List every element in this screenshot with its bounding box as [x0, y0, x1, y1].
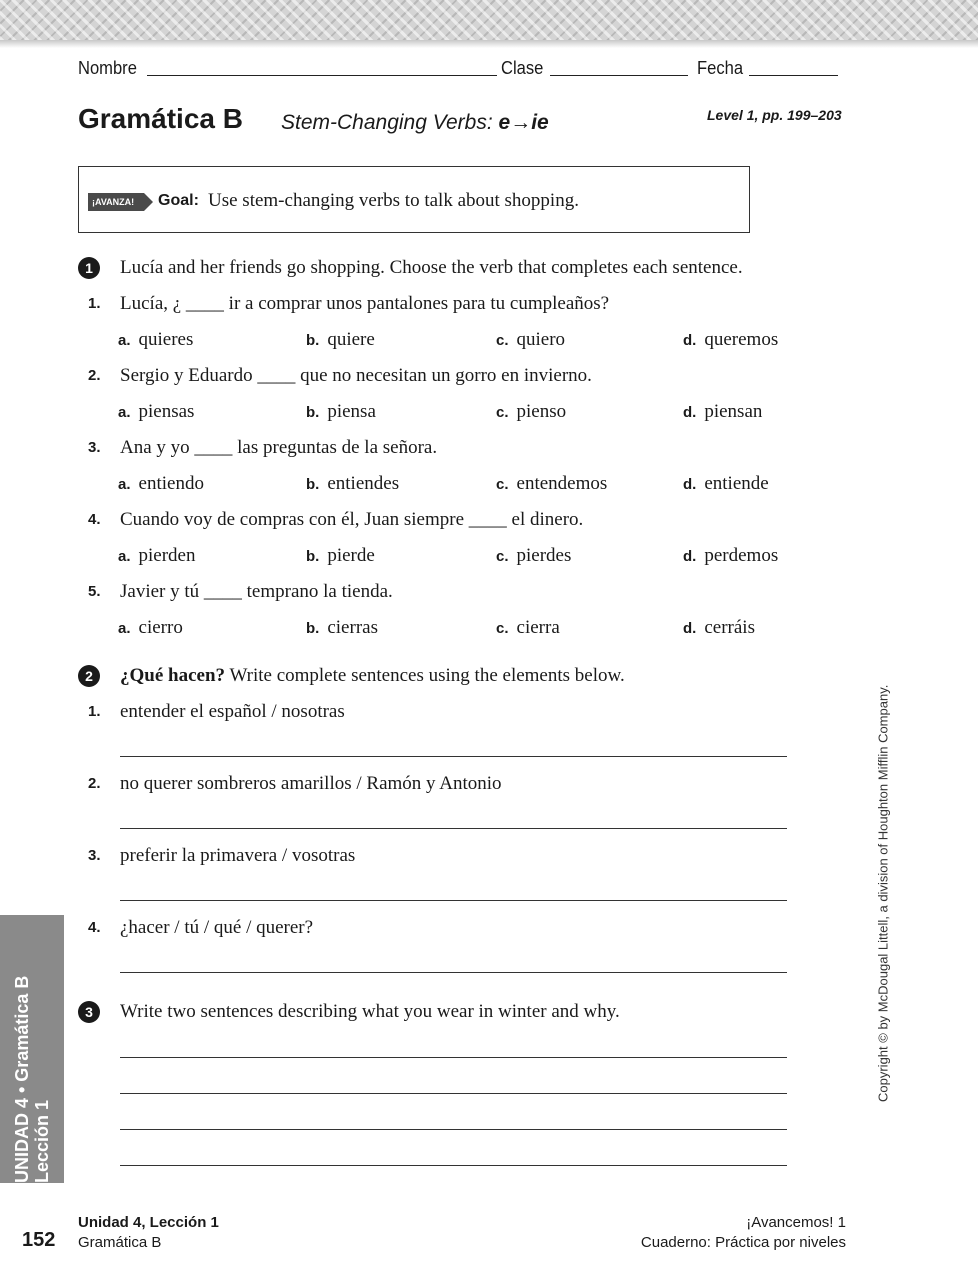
question-text: ¿hacer / tú / qué / querer?: [120, 917, 314, 938]
page-subtitle: [281, 111, 549, 135]
decorative-banner: [0, 0, 978, 40]
option-c[interactable]: c. entendemos: [496, 473, 608, 494]
question-number: 3.: [88, 847, 101, 864]
option-c[interactable]: c. pierdes: [496, 545, 572, 566]
option-d[interactable]: d. cerráis: [683, 617, 755, 638]
fecha-label: Fecha: [697, 58, 744, 78]
question-number: 1.: [88, 295, 101, 312]
section-3-instruction: Write two sentences describing what you wear in winter and why.: [120, 1001, 620, 1022]
level-reference: Level 1, pp. 199–203: [707, 107, 842, 123]
side-tab-line-2: Lección 1: [32, 1099, 52, 1183]
fecha-field-line[interactable]: [749, 75, 838, 76]
goal-text: Use stem-changing verbs to talk about shopping.: [208, 190, 579, 211]
nombre-label: Nombre: [78, 58, 137, 78]
option-d[interactable]: d. entiende: [683, 473, 769, 494]
question-number: 1.: [88, 703, 101, 720]
avanza-badge: ¡AVANZA!: [88, 193, 144, 211]
option-c[interactable]: c. pienso: [496, 401, 567, 422]
question-text: Javier y tú ____ temprano la tienda.: [120, 581, 393, 602]
question-text: Lucía, ¿ ____ ir a comprar unos pantalones para tu cumpleaños?: [120, 293, 610, 314]
section-2-instruction: [120, 665, 625, 687]
nombre-field-line[interactable]: [147, 75, 497, 76]
option-a[interactable]: a. piensas: [118, 401, 195, 422]
question-number: 3.: [88, 439, 101, 456]
section-2-number: 2: [78, 665, 100, 687]
section-3-number: 3: [78, 1001, 100, 1023]
option-b[interactable]: b. entiendes: [306, 473, 400, 494]
page-title: Gramática B: [78, 103, 243, 134]
goal-box: [78, 166, 750, 233]
question-number: 2.: [88, 775, 101, 792]
answer-line[interactable]: [120, 756, 787, 757]
banner-shadow: [0, 40, 978, 48]
option-d[interactable]: d. perdemos: [683, 545, 779, 566]
option-a[interactable]: a. pierden: [118, 545, 196, 566]
option-c[interactable]: c. quiero: [496, 329, 566, 350]
clase-field-line[interactable]: [550, 75, 688, 76]
option-b[interactable]: b. piensa: [306, 401, 376, 422]
option-b[interactable]: b. pierde: [306, 545, 375, 566]
question-number: 4.: [88, 919, 101, 936]
question-text: preferir la primavera / vosotras: [120, 845, 356, 866]
answer-line[interactable]: [120, 972, 787, 973]
option-a[interactable]: a. entiendo: [118, 473, 204, 494]
section-1-number: 1: [78, 257, 100, 279]
question-text: Sergio y Eduardo ____ que no necesitan un gorro en invierno.: [120, 365, 592, 386]
section-1-instruction: Lucía and her friends go shopping. Choose the verb that completes each sentence.: [120, 257, 743, 278]
clase-label: Clase: [501, 58, 544, 78]
question-text: entender el español / nosotras: [120, 701, 345, 722]
page-number: 152: [22, 1229, 56, 1251]
question-number: 2.: [88, 367, 101, 384]
option-d[interactable]: d. piensan: [683, 401, 763, 422]
question-number: 5.: [88, 583, 101, 600]
question-number: 4.: [88, 511, 101, 528]
question-text: Ana y yo ____ las preguntas de la señora.: [120, 437, 438, 458]
side-tab-line-1: UNIDAD 4 • Gramática B: [12, 975, 32, 1183]
option-a[interactable]: a. cierro: [118, 617, 183, 638]
answer-line[interactable]: [120, 828, 787, 829]
option-a[interactable]: a. quieres: [118, 329, 194, 350]
footer-book-title: ¡Avancemos! 1: [746, 1214, 846, 1231]
answer-line[interactable]: [120, 1057, 787, 1058]
option-c[interactable]: c. cierra: [496, 617, 560, 638]
answer-line[interactable]: [120, 1165, 787, 1166]
footer-unit: Unidad 4, Lección 1: [78, 1214, 219, 1231]
footer-book-subtitle: Cuaderno: Práctica por niveles: [640, 1234, 846, 1251]
section-2-instruction-text: Write complete sentences using the elements below.: [229, 665, 625, 686]
option-d[interactable]: d. queremos: [683, 329, 779, 350]
side-tab: [0, 915, 64, 1183]
copyright-notice: Copyright © by McDougal Littell, a division of Houghton Mifflin Company.: [875, 684, 891, 1102]
question-text: Cuando voy de compras con él, Juan siempre ____ el dinero.: [120, 509, 584, 530]
answer-line[interactable]: [120, 1129, 787, 1130]
subtitle-bold: e→ie: [498, 111, 549, 134]
question-text: no querer sombreros amarillos / Ramón y Antonio: [120, 773, 502, 794]
answer-line[interactable]: [120, 900, 787, 901]
option-b[interactable]: b. cierras: [306, 617, 378, 638]
goal-label: Goal:: [158, 192, 199, 209]
footer-section: Gramática B: [78, 1234, 162, 1251]
option-b[interactable]: b. quiere: [306, 329, 375, 350]
section-2-instruction-bold: ¿Qué hacen?: [120, 665, 226, 686]
side-tab-text: [12, 915, 52, 1183]
subtitle-text: Stem-Changing Verbs:: [281, 111, 493, 134]
answer-line[interactable]: [120, 1093, 787, 1094]
